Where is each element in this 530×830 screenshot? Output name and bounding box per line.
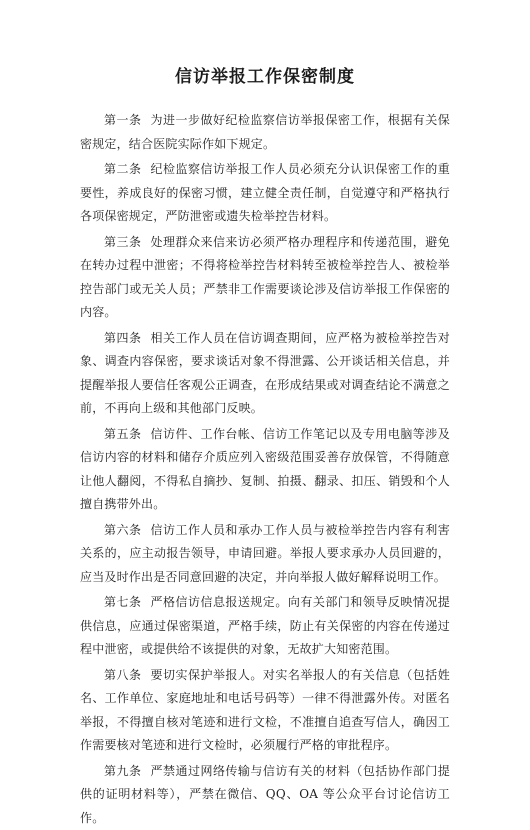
article-2 — [80, 158, 450, 229]
article-number: 第七条 — [104, 595, 141, 609]
article-number: 第六条 — [104, 523, 141, 537]
document-title: 信访举报工作保密制度 — [80, 62, 450, 87]
article-number: 第五条 — [104, 427, 141, 441]
article-5 — [80, 423, 450, 517]
article-9 — [80, 760, 450, 830]
article-text: 相关工作人员在信访调查期间，应严格为被检举控告对象、调查内容保密，要求谈话对象不得泄露、公开谈话相关信息，并提醒举报人要信任客观公正调查，在形成结果或对调查结论不满意之前，不再向上级和其他部门反映。 — [80, 331, 450, 416]
article-number: 第四条 — [104, 331, 141, 345]
article-text: 严禁通过网络传输与信访有关的材料（包括协作部门提供的证明材料等），严禁在微信、QQ、OA 等公众平台讨论信访工作。 — [80, 764, 450, 825]
article-text: 处理群众来信来访必须严格办理程序和传递范围，避免在转办过程中泄密；不得将检举控告材料转至被检举控告人、被检举控告部门或无关人员；严禁非工作需要谈论涉及信访举报工作保密的内容。 — [80, 235, 450, 320]
article-number: 第一条 — [104, 113, 141, 127]
article-text: 纪检监察信访举报工作人员必须充分认识保密工作的重要性，养成良好的保密习惯，建立健全责任制，自觉遵守和严格执行各项保密规定，严防泄密或遗失检举控告材料。 — [80, 162, 450, 223]
article-7 — [80, 591, 450, 662]
article-1 — [80, 109, 450, 156]
article-number: 第八条 — [104, 668, 141, 682]
article-text: 要切实保护举报人。对实名举报人的有关信息（包括姓名、工作单位、家庭地址和电话号码等）一律不得泄露外传。对匿名举报，不得擅自核对笔迹和进行文检，不准擅自追查写信人，确因工作需要核对笔迹和进行文检时，必须履行严格的审批程序。 — [80, 668, 450, 753]
article-text: 严格信访信息报送规定。向有关部门和领导反映情况提供信息，应通过保密渠道，严格手续，防止有关保密的内容在传递过程中泄密，或提供给不该提供的对象，无故扩大知密范围。 — [80, 595, 450, 656]
article-number: 第九条 — [104, 764, 141, 778]
article-3 — [80, 231, 450, 325]
article-text: 信访件、工作台帐、信访工作笔记以及专用电脑等涉及信访内容的材料和储存介质应列入密级范围妥善存放保管，不得随意让他人翻阅，不得私自摘抄、复制、拍摄、翻录、扣压、销毁和个人擅自携带外出。 — [80, 427, 450, 512]
article-8 — [80, 664, 450, 758]
article-6 — [80, 519, 450, 590]
article-text: 为进一步做好纪检监察信访举报保密工作，根据有关保密规定，结合医院实际作如下规定。 — [80, 113, 450, 151]
article-number: 第三条 — [104, 235, 141, 249]
article-number: 第二条 — [104, 162, 141, 176]
article-4 — [80, 327, 450, 421]
article-text: 信访工作人员和承办工作人员与被检举控告内容有利害关系的，应主动报告领导，申请回避。举报人要求承办人员回避的，应当及时作出是否同意回避的决定，并向举报人做好解释说明工作。 — [80, 523, 450, 584]
